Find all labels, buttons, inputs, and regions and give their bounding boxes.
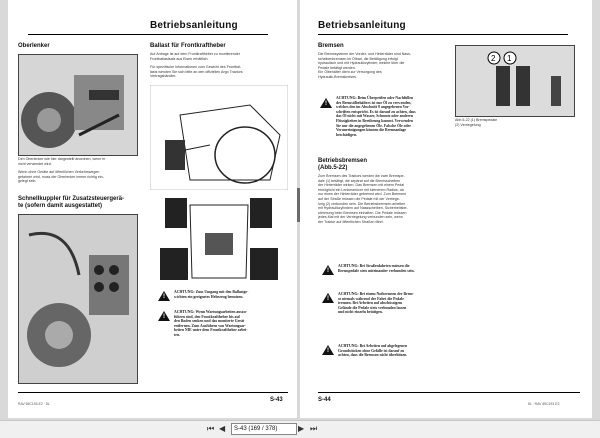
prev-page-button[interactable]: ◀ [219,424,226,433]
svg-text:2: 2 [491,54,496,63]
warning-ballast-lifting: ACHTUNG: Zum Umgang mit den Ballastge- wichten ein geeignetes Hebezeug benutzen. [174,290,249,299]
front-ballast-illustration [150,85,288,190]
svg-text:1: 1 [507,54,512,63]
section-title-bremsen: Bremsen [318,43,344,49]
footer-rule [318,392,580,393]
bremsen-text: Die Bremssysteme der Vorder- und Hinterräder sind Nass- scheibenbremsen im Ölbad, die Betätigung erfolgt hydraulisch und mit Hydraulikzylinder, welche über die Pedale betätigt werden. Ein Ölbehälter dient zur Versorgung des Hydraulik-Bremskreises. [318,52,412,79]
figure-quick-coupler [18,214,138,384]
betriebsbremsen-text: Zum Bremsen des Traktors werden die zwei Bremspe- dale (1) betätigt, die separat auf die Bremsscheiben der Hinterräder wirken. Das Bremsen mit einem Pedal ermöglicht ein Lenkmanöver mit kleinerem Radius, da nur eines der Hinterräder gebremst wird. Zum Bremsen auf der Straße müssen die Pedale mit der Verriege- lung (2) verbunden sein. Die Betriebsbremsen arbeiten mit Hydraulikzylindern auf Nassscheiben, Sicherheitsbe- stimmung beim Bremsen einhalten. Die Pedale müssen jedes Mal mit der Verriegelung verbunden sein, wenn der Traktor auf öffentlichen Straßen fährt. [318,174,408,224]
next-page-button[interactable]: ▶ [298,424,305,433]
page-header: Betriebsanleitung [318,20,406,31]
figure-front-ballast [150,85,288,190]
page-number: S-43 [270,397,283,403]
warning-icon: ! [320,98,332,108]
section-title-schnellkuppler: Schnellkuppler für Zusatzsteuergerä- te (sofern damit ausgestattet) [18,196,125,209]
pdf-navigation-toolbar [0,420,600,438]
warning-icon: ! [158,311,170,321]
footer-code: 8L · RAV 65C193-E2 [528,402,560,406]
page-number-input[interactable]: S-43 (169 / 378) [231,423,297,435]
footer-rule [18,392,288,393]
page-header: Betriebsanleitung [150,20,238,31]
warning-icon: ! [322,293,334,303]
tractor-rear-illustration [19,55,137,155]
ballast-text: Auf Anfrage ist auf dem Frontkraftheber zu montierender Frontballastsatz aus Eisen erhältlich. Für spezifische Informationen zum Gewicht des Frontbal- lasts wenden Sie sich bitte an den offiziellen Argo Tractors Vertragshändler. [150,52,243,79]
warning-overheat: ACHTUNG: Bei Arbeiten auf abgelegenen Grundstücken ohne Gefälle ist darauf zu achten, dass die Bremsen nicht überhitzen. [338,344,408,358]
first-page-button[interactable]: ⏮ [207,424,215,433]
warning-brake-oil: ACHTUNG: Beim Überprüfen oder Nachfüllen des Bremsölbehälters ist nur Öl zu verwenden, welches den im Abschnitt 8 angegebenen Vor- schriften entspricht. Es ist darauf zu achten, dass das Öl nicht mit Wasser, Schmutz oder anderen Flüssigkeiten in Berührung kommt. Verwenden Sie nur die angegebenen Öle. Falsche Öle oder Verunreinigungen können die Bremsanlage beschädigen. [336,96,416,137]
quick-coupler-illustration [19,215,137,383]
left-page [8,0,297,418]
last-page-button[interactable]: ⏭ [310,424,318,433]
warning-icon: ! [158,291,170,301]
section-title-oberlenker: Oberlenker [18,43,50,49]
figure-brake-pedals [455,45,575,117]
warning-maintenance: ACHTUNG: Wenn Wartungsarbeiten auszu- führen sind, den Frontkraftheber bis auf den Boden senken und das montierte Gerät entfernen. Zum Ausführen von Wartungsar- beiten NIE unter dem Frontkraftheber arbei- ten. [174,310,248,337]
header-rule [318,34,568,35]
footer-code: RAV 65C193-E2 · 8L [18,402,50,406]
warning-icon: ! [322,345,334,355]
warning-emergency-brake: ACHTUNG: Bei einem Notbremsen der Brem- se niemals während der Fahrt die Pedale trennen. Bei Arbeiten auf abschüssigem Gelände die Pedale stets verbunden lassen und nicht einzeln betätigen. [338,292,414,315]
right-page [300,0,592,418]
oberlenker-text: Den Oberlenker wie hier dargestellt anordnen, wenn er nicht verwendet wird. Wenn ohne Geräte auf öffentlichen Verkehrswegen gefahren wird, muss der Oberlenker immer richtig ein- gelegt sein. [18,157,106,184]
section-title-ballast: Ballast für Frontkraftheber [150,43,226,49]
figure-caption: Abb.5-22 (1) Bremspedale (2) Verriegelung [455,118,498,127]
figure-tractor-rear [18,54,138,156]
brake-pedals-illustration [456,46,574,116]
warning-road-driving: ACHTUNG: Bei Straßenfahrten müssen die Bremspedale stets miteinander verbunden sein. [338,264,415,273]
figure-tractor-top [150,193,288,283]
header-rule [28,34,268,35]
warning-icon: ! [322,265,334,275]
section-title-betriebsbremsen: Betriebsbremsen (Abb.5-22) [318,158,368,171]
tractor-top-illustration [150,193,288,283]
page-number: S-44 [318,397,331,403]
